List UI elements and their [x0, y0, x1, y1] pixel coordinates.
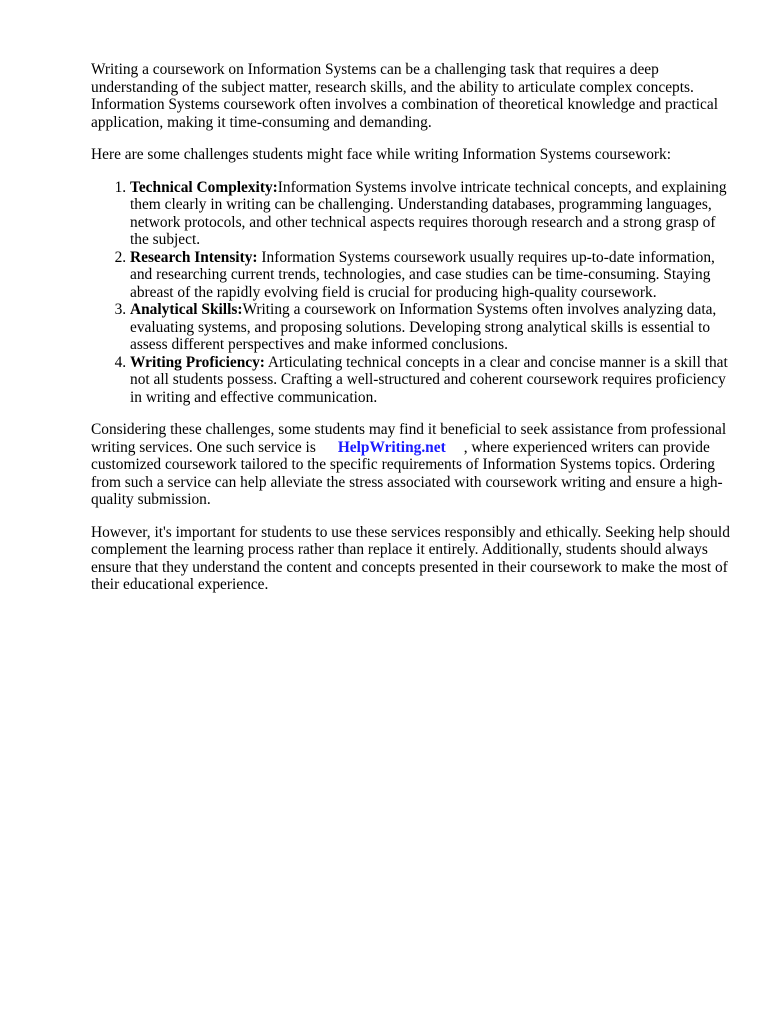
list-item-text: Writing a coursework on Information Systems often involves analyzing data, evaluating systems, and proposing solutions. Developing strong analytical skills is essential to assess different perspectives and make informed conclusions.	[130, 301, 717, 353]
list-item-term: Research Intensity:	[130, 248, 258, 266]
list-item	[130, 249, 731, 302]
list-item	[130, 354, 731, 407]
assistance-paragraph	[91, 421, 731, 509]
list-item-term: Technical Complexity:	[130, 178, 278, 196]
challenges-list	[91, 179, 731, 407]
helpwriting-link[interactable]: HelpWriting.net	[337, 438, 446, 456]
list-item-text: Information Systems coursework usually requires up-to-date information, and researching current trends, technologies, and case studies can be time-consuming. Staying abreast of the rapidly evolving field is crucial for producing high-quality coursework.	[130, 248, 715, 301]
list-item	[130, 179, 731, 249]
assistance-text-before: Considering these challenges, some students may find it beneficial to seek assistance from professional writing services. One such service is	[91, 421, 727, 456]
intro-paragraph: Writing a coursework on Information Systems can be a challenging task that requires a deep understanding of the subject matter, research skills, and the ability to articulate complex concepts. Information Systems coursework often involves a combination of theoretical knowledge and practical application, making it time-consuming and demanding.	[91, 61, 718, 131]
list-item	[130, 301, 731, 354]
list-item-text: Articulating technical concepts in a clear and concise manner is a skill that not all students possess. Crafting a well-structured and coherent coursework requires proficiency in writing and effective communication.	[130, 353, 728, 406]
list-item-term: Analytical Skills:	[130, 301, 243, 318]
list-item-text: Information Systems involve intricate technical concepts, and explaining them clearly in writing can be challenging. Understanding databases, programming languages, network protocols, and other technical aspects requires thorough research and a strong grasp of the subject.	[130, 178, 727, 248]
challenges-lead-paragraph: Here are some challenges students might face while writing Information Systems coursework:	[91, 146, 671, 163]
closing-paragraph: However, it's important for students to use these services responsibly and ethically. Seeking help should complement the learning process rather than replace it entirely. Additionally, students should always ensure that they understand the content and concepts presented in their coursework to make the most of their educational experience.	[91, 523, 730, 593]
assistance-text-after: , where experienced writers can provide customized coursework tailored to the specific requirements of Information Systems topics. Ordering from such a service can help alleviate the stress associated with coursework writing and ensure a high-quality submission.	[91, 438, 723, 508]
list-item-term: Writing Proficiency:	[130, 353, 265, 371]
document-page	[91, 61, 731, 609]
